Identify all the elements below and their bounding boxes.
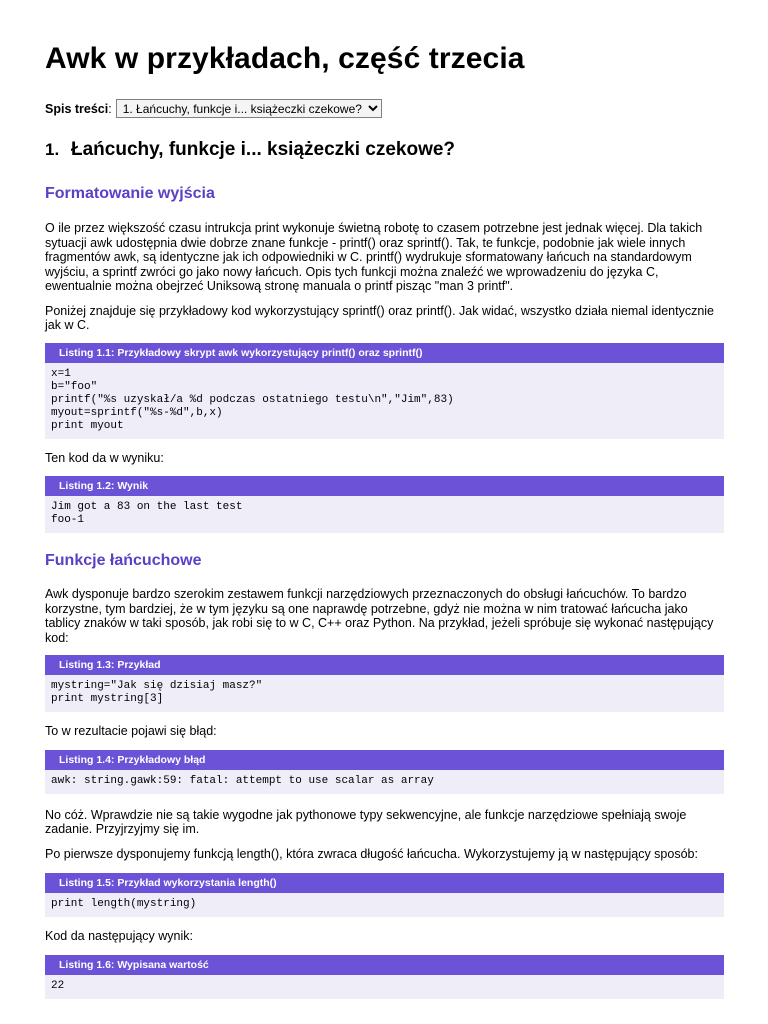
listing-title: Listing 1.1: Przykładowy skrypt awk wykorzystujący printf() oraz sprintf() bbox=[45, 343, 724, 363]
listing-title: Listing 1.5: Przykład wykorzystania length() bbox=[45, 873, 724, 893]
code-listing bbox=[45, 343, 724, 439]
subsection-title-string-functions: Funkcje łańcuchowe bbox=[45, 552, 202, 569]
listing-title: Listing 1.2: Wynik bbox=[45, 476, 724, 496]
section-title: Łańcuchy, funkcje i... książeczki czekowe? bbox=[71, 139, 456, 160]
code-listing bbox=[45, 655, 724, 712]
toc-select[interactable] bbox=[116, 99, 382, 118]
paragraph: Poniżej znajduje się przykładowy kod wykorzystujący sprintf() oraz printf(). Jak widać, wszystko działa niemal identycznie jak w C. bbox=[45, 303, 715, 332]
listing-code: mystring="Jak się dzisiaj masz?" print mystring[3] bbox=[45, 675, 724, 712]
paragraph: No cóż. Wprawdzie nie są takie wygodne jak pythonowe typy sekwencyjne, ale funkcje narzędziowe spełniają swoje zadanie. Przyjrzyjmy się im. bbox=[45, 807, 687, 836]
listing-code: Jim got a 83 on the last test foo-1 bbox=[45, 496, 724, 533]
listing-code: x=1 b="foo" printf("%s uzyskał/a %d podczas ostatniego testu\n","Jim",83) myout=sprintf("%s-%d",b,x) print myout bbox=[45, 363, 724, 439]
paragraph: Awk dysponuje bardzo szerokim zestawem funkcji narzędziowych przeznaczonych do obsługi łańcuchów. To bardzo korzystne, tym bardziej, że w tym języku są one naprawdę potrzebne, gdyż nie można w nim tratować łańcucha jako tablicy znaków w taki sposób, jak robi się to w C, C++ oraz Python. Na przykład, jeżeli spróbuje się wykonać następujący kod: bbox=[45, 587, 714, 645]
subsection-title-formatting: Formatowanie wyjścia bbox=[45, 185, 215, 202]
listing-code: print length(mystring) bbox=[45, 893, 724, 917]
paragraph: Ten kod da w wyniku: bbox=[45, 450, 164, 465]
code-listing bbox=[45, 750, 724, 794]
paragraph: Kod da następujący wynik: bbox=[45, 929, 194, 943]
paragraph: O ile przez większość czasu intrukcja print wykonuje świetną robotę to czasem potrzebne jest jednak więcej. Dla takich sytuacji awk udostępnia dwie dobrze znane funkcje - printf() oraz sprintf(). Tak, te funkcje, podobnie jak wiele innych fragmentów awk, są identyczne jak ich odpowiedniki w C. printf() wydrukuje sformatowany łańcuch na standardowym wyjściu, a sprintf zwróci go jako nowy łańcuch. Opis tych funkcji można znaleźć we wprowadzeniu do języka C, ewentualnie można obejrzeć Uniksową stronę manuala o printf pisząc "man 3 printf". bbox=[45, 221, 703, 293]
section-heading bbox=[45, 138, 724, 162]
section-number: 1. bbox=[45, 140, 60, 159]
listing-title: Listing 1.4: Przykładowy błąd bbox=[45, 750, 724, 770]
page-title: Awk w przykładach, część trzecia bbox=[45, 42, 525, 75]
code-listing bbox=[45, 476, 724, 533]
paragraph: Po pierwsze dysponujemy funkcją length(), która zwraca długość łańcucha. Wykorzystujemy ją w następujący sposób: bbox=[45, 846, 698, 861]
listing-title: Listing 1.6: Wypisana wartość bbox=[45, 955, 724, 975]
code-listing bbox=[45, 955, 724, 999]
toc-label: Spis treści bbox=[45, 101, 109, 116]
paragraph: To w rezultacie pojawi się błąd: bbox=[45, 724, 217, 738]
listing-title: Listing 1.3: Przykład bbox=[45, 655, 724, 675]
listing-code: 22 bbox=[45, 975, 724, 999]
listing-code: awk: string.gawk:59: fatal: attempt to use scalar as array bbox=[45, 770, 724, 794]
code-listing bbox=[45, 873, 724, 917]
table-of-contents: Spis treści : 1. Łańcuchy, funkcje i... książeczki czekowe? bbox=[45, 99, 724, 118]
